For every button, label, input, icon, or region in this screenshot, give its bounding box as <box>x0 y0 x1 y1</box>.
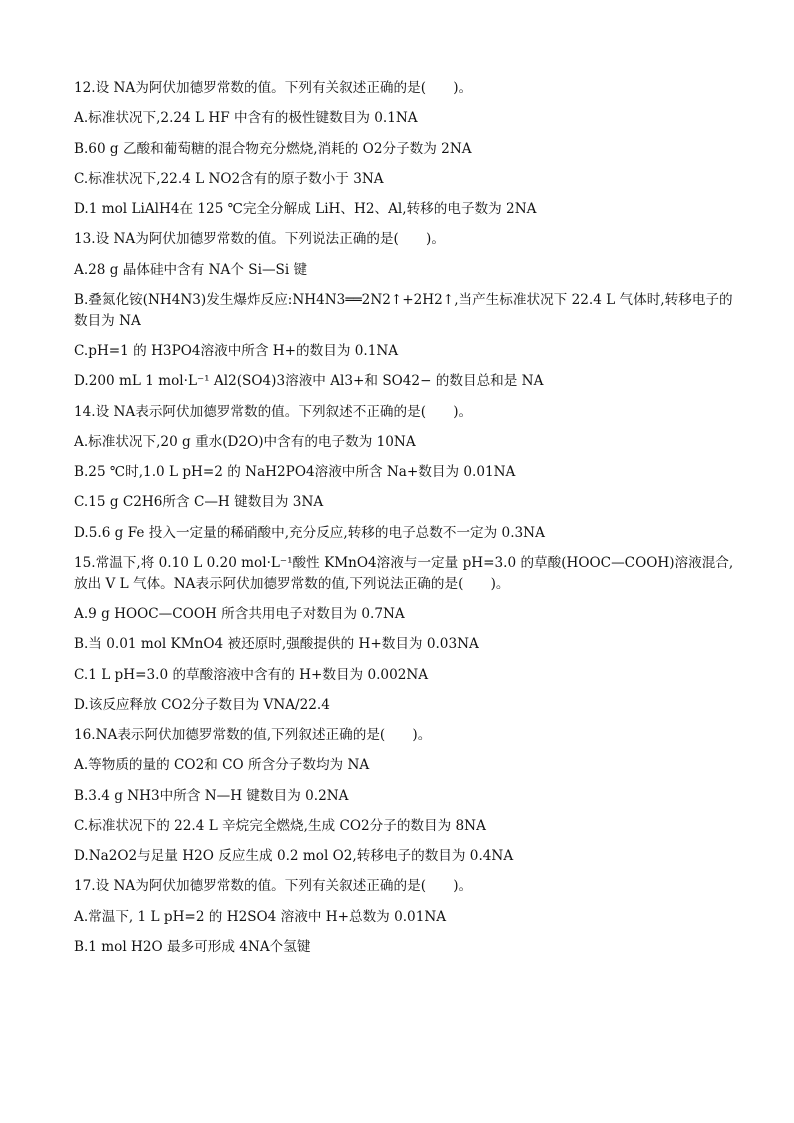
question-14-option-a: A.标准状况下,20 g 重水(D2O)中含有的电子数为 10NA <box>74 433 416 450</box>
question-15-option-d: D.该反应释放 CO2分子数目为 VNA/22.4 <box>74 696 330 713</box>
question-15-option-a: A.9 g HOOC—COOH 所含共用电子对数目为 0.7NA <box>74 606 405 623</box>
question-14-option-b: B.25 ℃时,1.0 L pH=2 的 NaH2PO4溶液中所含 Na+数目为 0.01NA <box>74 464 516 481</box>
question-16-option-a: A.等物质的量的 CO2和 CO 所含分子数均为 NA <box>74 757 370 774</box>
question-17-option-b: B.1 mol H2O 最多可形成 4NA个氢键 <box>74 938 311 955</box>
question-13-option-c: C.pH=1 的 H3PO4溶液中所含 H+的数目为 0.1NA <box>74 343 399 360</box>
question-15-option-c: C.1 L pH=3.0 的草酸溶液中含有的 H+数目为 0.002NA <box>74 666 429 683</box>
question-12-option-a: A.标准状况下,2.24 L HF 中含有的极性键数目为 0.1NA <box>74 110 418 127</box>
question-13-stem: 13.设 NA为阿伏加德罗常数的值。下列说法正确的是( )。 <box>74 231 445 248</box>
question-12-option-d: D.1 mol LiAlH4在 125 ℃完全分解成 LiH、H2、Al,转移的电子数为 2NA <box>74 201 537 217</box>
question-16-stem: 16.NA表示阿伏加德罗常数的值,下列叙述正确的是( )。 <box>74 727 432 744</box>
question-12-option-c: C.标准状况下,22.4 L NO2含有的原子数小于 3NA <box>74 170 384 187</box>
question-16-option-c: C.标准状况下的 22.4 L 辛烷完全燃烧,生成 CO2分子的数目为 8NA <box>74 817 486 834</box>
worksheet-page <box>74 78 734 967</box>
question-13-option-b: B.叠氮化铵(NH4N3)发生爆炸反应:NH4N3══2N2↑+2H2↑,当产生标准状况下 22.4 L 气体时,转移电子的数目为 NA <box>74 291 733 329</box>
question-14-stem: 14.设 NA表示阿伏加德罗常数的值。下列叙述不正确的是( )。 <box>74 403 473 420</box>
question-12-stem: 12.设 NA为阿伏加德罗常数的值。下列有关叙述正确的是( )。 <box>74 80 473 96</box>
question-14-option-c: C.15 g C2H6所含 C—H 键数目为 3NA <box>74 494 324 511</box>
question-14-option-d: D.5.6 g Fe 投入一定量的稀硝酸中,充分反应,转移的电子总数不一定为 0.3NA <box>74 524 545 541</box>
question-15-option-b: B.当 0.01 mol KMnO4 被还原时,强酸提供的 H+数目为 0.03NA <box>74 636 479 653</box>
question-12-option-b: B.60 g 乙酸和葡萄糖的混合物充分燃烧,消耗的 O2分子数为 2NA <box>74 140 472 157</box>
question-17-option-a: A.常温下, 1 L pH=2 的 H2SO4 溶液中 H+总数为 0.01NA <box>74 908 447 925</box>
question-15-stem: 15.常温下,将 0.10 L 0.20 mol·L⁻¹酸性 KMnO4溶液与一定量 pH=3.0 的草酸(HOOC—COOH)溶液混合,放出 V L 气体。NA表示阿伏加德罗常数的值,下列说法正确的是( )。 <box>74 554 734 592</box>
question-16-option-d: D.Na2O2与足量 H2O 反应生成 0.2 mol O2,转移电子的数目为 0.4NA <box>74 848 514 865</box>
question-16-option-b: B.3.4 g NH3中所含 N—H 键数目为 0.2NA <box>74 787 349 804</box>
question-13-option-a: A.28 g 晶体硅中含有 NA个 Si—Si 键 <box>74 261 308 278</box>
question-17-stem: 17.设 NA为阿伏加德罗常数的值。下列有关叙述正确的是( )。 <box>74 878 473 895</box>
question-13-option-d: D.200 mL 1 mol·L⁻¹ Al2(SO4)3溶液中 Al3+和 SO42− 的数目总和是 NA <box>74 373 544 390</box>
